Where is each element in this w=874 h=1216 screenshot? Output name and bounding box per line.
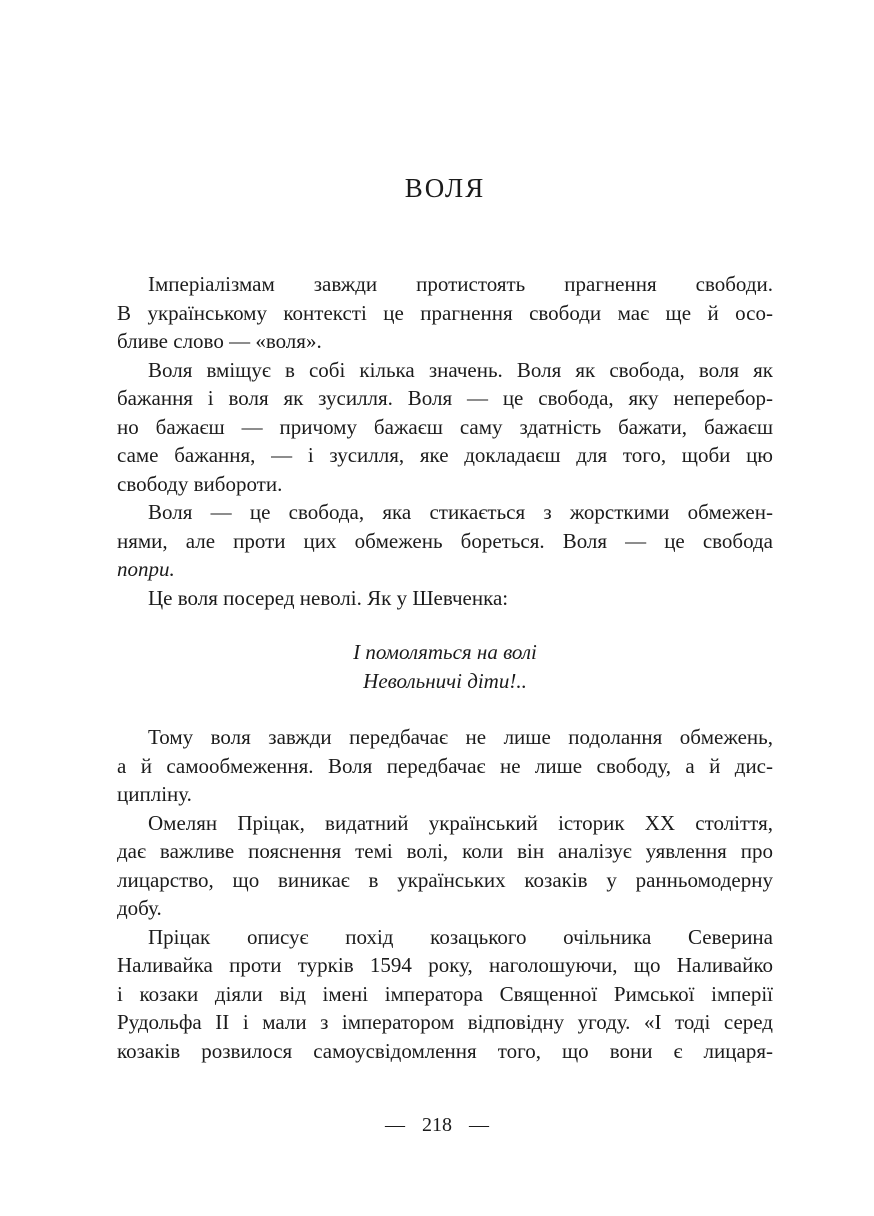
text-line: і козаки діяли від імені імператора Священної Римської імперії [117, 981, 773, 1006]
text-line: нями, але проти цих обмежень бореться. Воля — це свобода [117, 528, 773, 553]
text-line: Пріцак описує похід козацького очільника Северина [148, 924, 773, 949]
text-line: а й самообмеження. Воля передбачає не лише свободу, а й дис- [117, 753, 773, 778]
text-line: ципліну. [117, 782, 192, 807]
text-line: саме бажання, — і зусилля, яке докладаєш для того, щоби цю [117, 443, 773, 468]
text-line: Імперіалізмам завжди протистоять прагнення свободи. [148, 272, 773, 297]
text-line: попри. [117, 557, 175, 582]
paragraph [117, 723, 773, 809]
text-line: Тому воля завжди передбачає не лише подолання обмежень, [148, 725, 773, 750]
text-line: свободу вибороти. [117, 471, 283, 496]
text-column [117, 172, 773, 1065]
text-line: Воля — це свобода, яка стикається з жорсткими обмежен- [148, 500, 773, 525]
text-line: бливе слово — «воля». [117, 329, 322, 354]
text-line: Наливайка проти турків 1594 року, наголошуючи, що Наливайко [117, 953, 773, 978]
verse-line: Невольничі діти!.. [363, 669, 527, 694]
paragraph [117, 356, 773, 499]
paragraph [117, 809, 773, 923]
text-line: лицарство, що виникає в українських козаків у ранньомодерну [117, 867, 773, 892]
body-text [117, 270, 773, 1065]
verse-line: І помоляться на волі [353, 640, 537, 665]
text-line: Воля вміщує в собі кілька значень. Воля як свобода, воля як [148, 357, 773, 382]
text-line: козаків розвилося самоусвідомлення того, що вони є лицаря- [117, 1038, 773, 1063]
text-line: В українському контексті це прагнення свободи має ще й осо- [117, 300, 773, 325]
text-line: Це воля посеред неволі. Як у Шевченка: [148, 585, 509, 610]
page-number: — 218 — [385, 1114, 489, 1136]
chapter-title: ВОЛЯ [404, 173, 486, 203]
text-line: Омелян Пріцак, видатний український історик XX століття, [148, 810, 773, 835]
verse-quote [117, 638, 773, 696]
text-line: бажання і воля як зусилля. Воля — це свобода, яку неперебор- [117, 386, 773, 411]
paragraph [117, 923, 773, 1066]
text-line: Рудольфа II і мали з імператором відповідну угоду. «І тоді серед [117, 1010, 773, 1035]
paragraph [117, 270, 773, 356]
text-line: добу. [117, 896, 162, 921]
text-line: но бажаєш — причому бажаєш саму здатність бажати, бажаєш [117, 414, 773, 439]
paragraph [117, 498, 773, 584]
text-line: дає важливе пояснення темі волі, коли він аналізує уявлення про [117, 839, 773, 864]
paragraph [117, 584, 773, 613]
